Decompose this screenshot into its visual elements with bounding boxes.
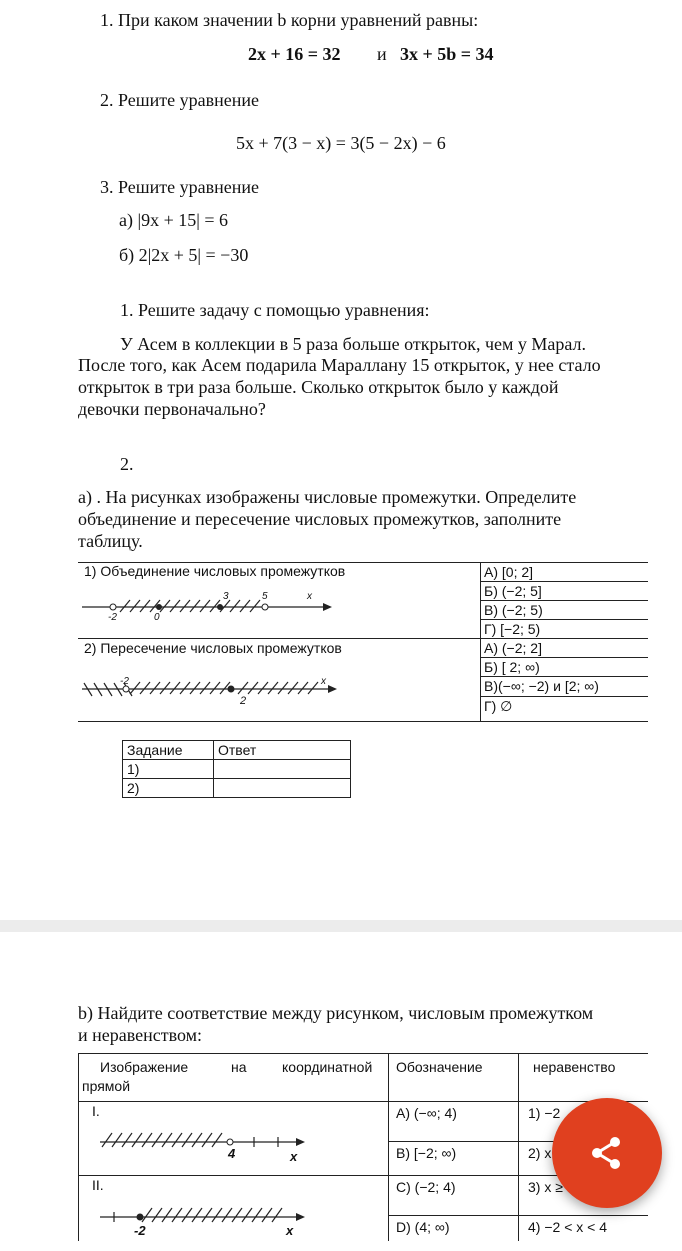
- union-label-minus2: -2: [108, 612, 117, 623]
- intersection-label-x: x: [321, 676, 326, 687]
- problem-line4: девочки первоначально?: [78, 399, 266, 419]
- inequality-2: 2) x: [528, 1145, 552, 1161]
- union-label-0: 0: [154, 612, 160, 623]
- problem-line3: открыток в три раза больше. Сколько открыток было у каждой: [78, 377, 559, 397]
- match-row2-number-line: [96, 1200, 311, 1230]
- match-row2-label: II.: [92, 1177, 104, 1193]
- part2-a-line1: а) . На рисунках изображены числовые промежутки. Определите: [78, 487, 577, 507]
- match-row1-label-x: x: [290, 1149, 298, 1164]
- row1-title: 1) Объединение числовых промежутков: [84, 563, 346, 579]
- match-header-image-d: прямой: [82, 1078, 131, 1094]
- answer-header-task: Задание: [123, 741, 214, 760]
- match-row2-label-x: x: [286, 1223, 294, 1238]
- union-label-5: 5: [262, 591, 268, 602]
- intersection-label-minus2: -2: [120, 676, 129, 687]
- row2-title: 2) Пересечение числовых промежутков: [84, 640, 342, 656]
- task3-title: 3. Решите уравнение: [100, 177, 259, 197]
- inequality-3: 3) x ≥: [528, 1179, 563, 1195]
- intervals-table: [78, 562, 648, 722]
- row1-option-a: А) [0; 2]: [484, 564, 534, 580]
- row1-option-d: Г) [−2; 5): [484, 621, 541, 637]
- match-row1-number-line: [96, 1125, 311, 1165]
- answer-header-answer: Ответ: [214, 741, 351, 760]
- share-icon: [587, 1133, 627, 1173]
- row2-option-c: В)(−∞; −2) и [2; ∞): [484, 678, 599, 694]
- row2-option-a: А) (−2; 2]: [484, 640, 542, 656]
- part2-a-line3: таблицу.: [78, 531, 143, 551]
- answer-cell-1[interactable]: [214, 760, 351, 779]
- task1-equation-right: 3x + 5b = 34: [400, 44, 494, 64]
- problem-title: 1. Решите задачу с помощью уравнения:: [120, 300, 430, 320]
- task3-b: б) 2|2x + 5| = −30: [119, 245, 249, 265]
- part2-number: 2.: [120, 454, 134, 474]
- task1-conj: и: [377, 44, 387, 64]
- problem-line2: После того, как Асем подарила Мараллану 15 открыток, у нее стало: [78, 355, 601, 375]
- notation-c: C) (−2; 4): [396, 1179, 456, 1195]
- notation-a: А) (−∞; 4): [396, 1105, 457, 1121]
- intersection-label-2: 2: [240, 695, 247, 707]
- notation-d: D) (4; ∞): [396, 1219, 450, 1235]
- match-header-image-b: на: [231, 1059, 247, 1075]
- match-header-notation: Обозначение: [396, 1059, 483, 1075]
- match-row1-label: I.: [92, 1103, 100, 1119]
- inequality-4: 4) −2 < x < 4: [528, 1219, 607, 1235]
- answer-table: [122, 740, 351, 798]
- match-row1-label-4: 4: [228, 1146, 236, 1161]
- union-label-x: x: [307, 591, 312, 602]
- inequality-1: 1) −2: [528, 1105, 561, 1121]
- task1-title: 1. При каком значении b корни уравнений равны:: [100, 10, 479, 30]
- part2-a-line2: объединение и пересечение числовых промежутков, заполните: [78, 509, 562, 529]
- answer-cell-2[interactable]: [214, 779, 351, 798]
- row2-option-b: Б) [ 2; ∞): [484, 659, 540, 675]
- page-separator: [0, 920, 682, 932]
- union-label-3: 3: [223, 591, 229, 602]
- match-header-inequality: неравенство: [533, 1059, 616, 1075]
- match-header-image-a: Изображение: [100, 1059, 189, 1075]
- row1-option-c: В) (−2; 5): [484, 602, 543, 618]
- part-b-line2: и неравенством:: [78, 1025, 203, 1045]
- match-row2-label-minus2: -2: [134, 1223, 146, 1238]
- intersection-number-line: [78, 672, 348, 712]
- task2-title: 2. Решите уравнение: [100, 90, 259, 110]
- row1-option-b: Б) (−2; 5]: [484, 583, 542, 599]
- problem-line1: У Асем в коллекции в 5 раза больше открыток, чем у Марал.: [120, 334, 587, 354]
- union-number-line: [78, 590, 338, 630]
- share-button[interactable]: [552, 1098, 662, 1208]
- answer-row-1: 1): [123, 760, 214, 779]
- part-b-line1: b) Найдите соответствие между рисунком, числовым промежутком: [78, 1003, 594, 1023]
- task3-a: а) |9x + 15| = 6: [119, 210, 228, 230]
- task2-equation: 5x + 7(3 − x) = 3(5 − 2x) − 6: [236, 133, 446, 153]
- notation-b: B) [−2; ∞): [396, 1145, 457, 1161]
- answer-row-2: 2): [123, 779, 214, 798]
- task1-equation-left: 2x + 16 = 32: [248, 44, 341, 64]
- match-header-image-c: координатной: [282, 1059, 373, 1075]
- row2-option-d: Г) ∅: [484, 698, 513, 714]
